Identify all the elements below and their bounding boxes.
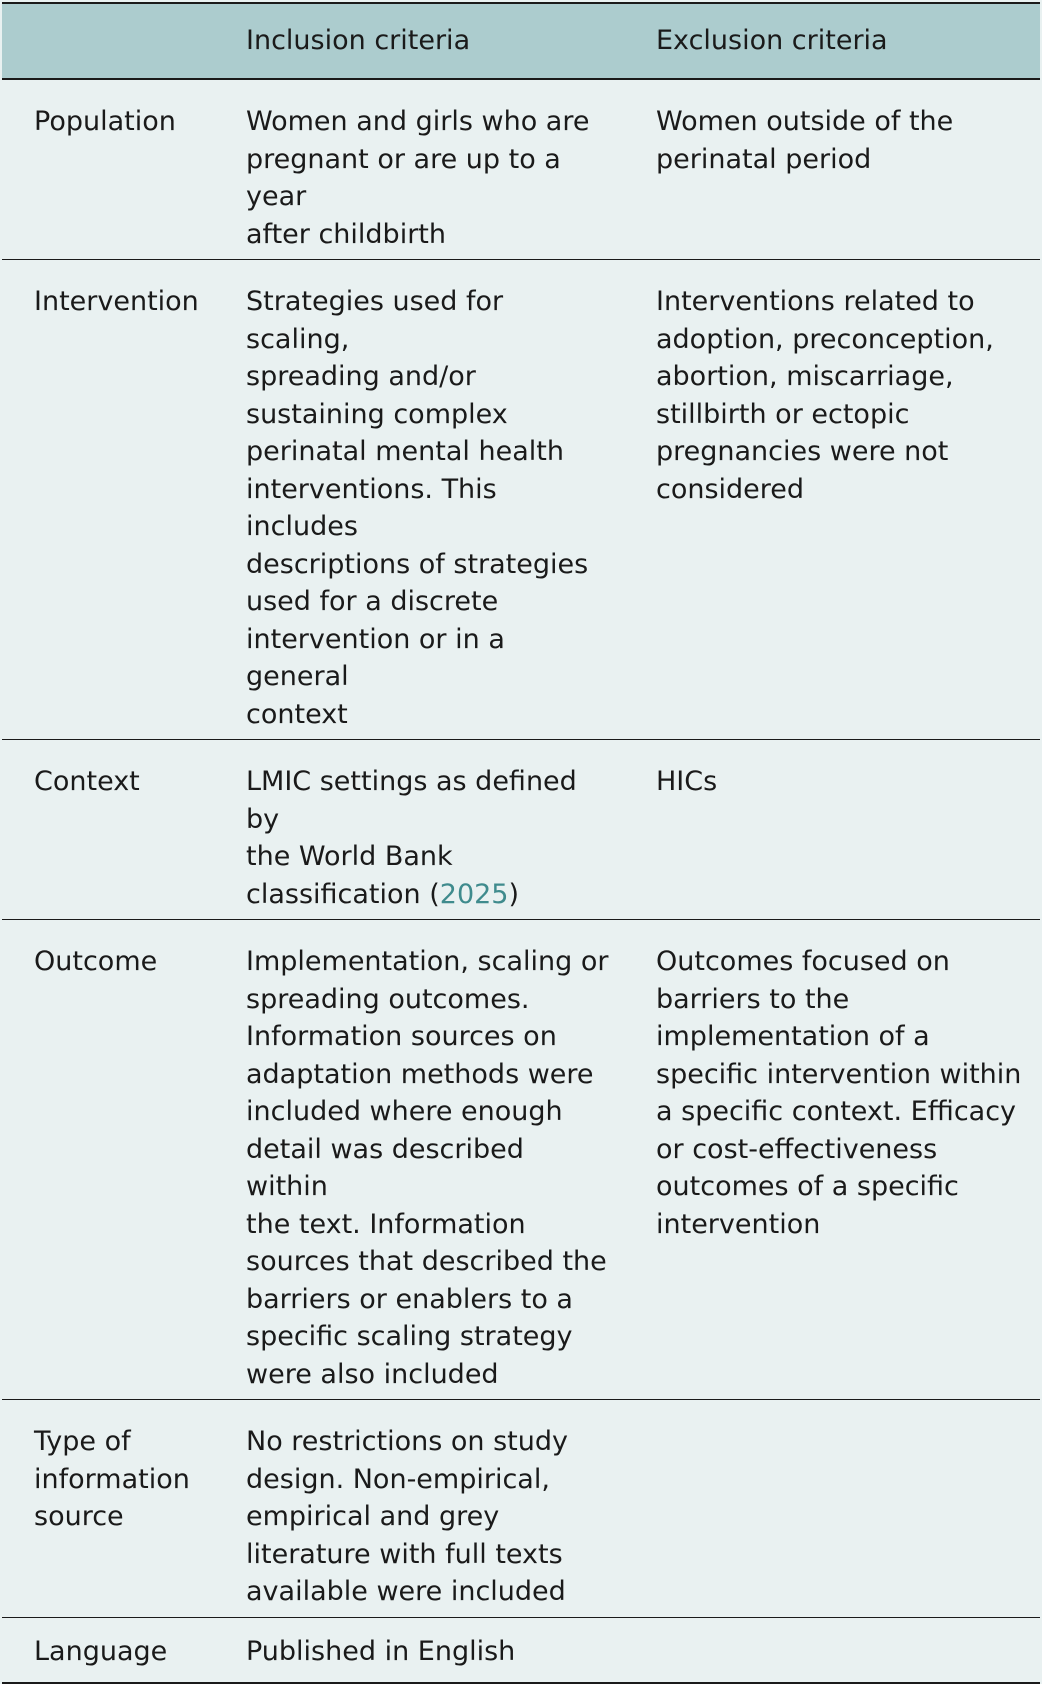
header-exclusion-criteria: Exclusion criteria bbox=[620, 3, 1040, 79]
inclusion-cell: Published in English bbox=[212, 1617, 620, 1683]
inclusion-text-suffix: ) bbox=[508, 878, 520, 910]
exclusion-cell: Women outside of the perinatal period bbox=[620, 79, 1040, 260]
inclusion-text: LMIC settings as defined by the World Bank classification ( bbox=[246, 766, 577, 910]
exclusion-cell: Outcomes focused on barriers to the implementation of a specific intervention within a specific context. Efficacy or cost-effectiveness outcomes of a specific intervention bbox=[620, 920, 1040, 1400]
header-blank-cell bbox=[2, 3, 212, 79]
inclusion-cell: Implementation, scaling or spreading outcomes. Information sources on adaptation methods were included where enough detail was described within the text. Information sources that described the barriers or enablers to a specific scaling strategy were also included bbox=[212, 920, 620, 1400]
table-row-outcome bbox=[2, 920, 1040, 1400]
inclusion-cell: Women and girls who are pregnant or are up to a year after childbirth bbox=[212, 79, 620, 260]
citation-link[interactable]: 2025 bbox=[439, 878, 509, 910]
table-row-population bbox=[2, 79, 1040, 260]
table-row-intervention bbox=[2, 260, 1040, 740]
header-row bbox=[2, 3, 1040, 79]
category-cell: Population bbox=[2, 79, 212, 260]
table-header bbox=[2, 3, 1040, 79]
category-cell: Language bbox=[2, 1617, 212, 1683]
category-cell: Intervention bbox=[2, 260, 212, 740]
table-body bbox=[2, 79, 1040, 1683]
category-cell: Context bbox=[2, 740, 212, 920]
table-row-context bbox=[2, 740, 1040, 920]
table-row-type-of-information-source bbox=[2, 1400, 1040, 1618]
inclusion-cell: No restrictions on study design. Non-empirical, empirical and grey literature with full texts available were included bbox=[212, 1400, 620, 1618]
inclusion-cell bbox=[212, 740, 620, 920]
exclusion-cell bbox=[620, 1400, 1040, 1618]
exclusion-cell bbox=[620, 1617, 1040, 1683]
inclusion-cell: Strategies used for scaling, spreading and/or sustaining complex perinatal mental health interventions. This includes descriptions of strategies used for a discrete intervention or in a general context bbox=[212, 260, 620, 740]
exclusion-cell: HICs bbox=[620, 740, 1040, 920]
category-cell: Type of information source bbox=[2, 1400, 212, 1618]
table-row-language bbox=[2, 1617, 1040, 1683]
category-cell: Outcome bbox=[2, 920, 212, 1400]
header-inclusion-criteria: Inclusion criteria bbox=[212, 3, 620, 79]
exclusion-cell: Interventions related to adoption, preconception, abortion, miscarriage, stillbirth or ectopic pregnancies were not considered bbox=[620, 260, 1040, 740]
criteria-table bbox=[2, 2, 1040, 1684]
